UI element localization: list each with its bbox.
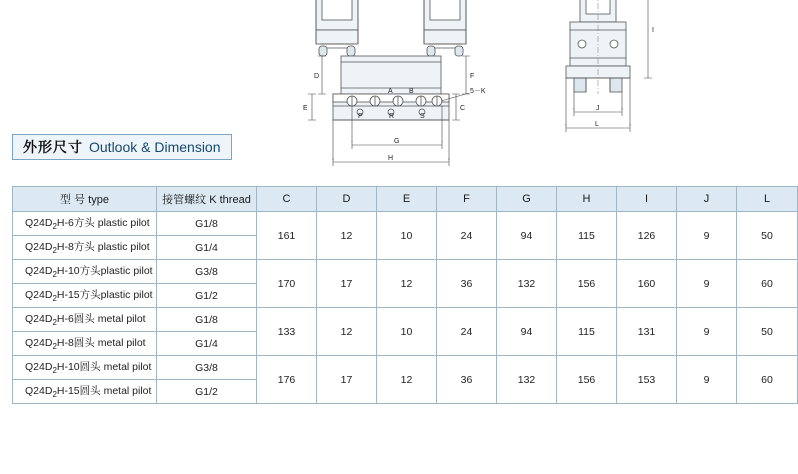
dim-D: D (314, 73, 320, 80)
cell-model: $Q24D_2H-10$圆头 metal pilot (13, 356, 157, 380)
col-header-I: I (617, 187, 677, 212)
cell-L: 50 (737, 308, 798, 356)
col-header-thread: 接管螺纹 K thread (157, 187, 257, 212)
dimension-table-wrapper (12, 186, 773, 404)
cell-L: 60 (737, 260, 798, 308)
cell-I: 160 (617, 260, 677, 308)
cell-I: 126 (617, 212, 677, 260)
cell-D: 17 (317, 356, 377, 404)
cell-model: $Q24D_2H-10$方头plastic pilot (13, 260, 157, 284)
col-header-D: D (317, 187, 377, 212)
label-5-K: 5－K (470, 88, 486, 95)
col-header-J: J (677, 187, 737, 212)
cell-L: 60 (737, 356, 798, 404)
col-header-L: L (737, 187, 798, 212)
cell-F: 24 (437, 212, 497, 260)
cell-thread: G1/8 (157, 212, 257, 236)
col-header-F: F (437, 187, 497, 212)
table-row (13, 356, 798, 380)
cell-L: 50 (737, 212, 798, 260)
side-view (566, 0, 654, 132)
dim-G: G (394, 138, 400, 145)
cell-F: 36 (437, 356, 497, 404)
cell-G: 132 (497, 260, 557, 308)
cell-G: 132 (497, 356, 557, 404)
dim-J: J (596, 105, 600, 112)
cell-thread: G3/8 (157, 356, 257, 380)
dim-I: I (652, 27, 654, 34)
col-header-C: C (257, 187, 317, 212)
cell-I: 153 (617, 356, 677, 404)
cell-G: 94 (497, 212, 557, 260)
dim-E: E (303, 105, 308, 112)
table-row (13, 308, 798, 332)
section-title-cn: 外形尺寸 (23, 139, 83, 155)
dim-L: L (595, 121, 599, 128)
cell-thread: G1/4 (157, 332, 257, 356)
cell-H: 156 (557, 260, 617, 308)
cell-model: $Q24D_2H-15$圆头 metal pilot (13, 380, 157, 404)
cell-C: 176 (257, 356, 317, 404)
cell-model: $Q24D_2H-6$圆头 metal pilot (13, 308, 157, 332)
cell-F: 24 (437, 308, 497, 356)
col-header-type: 型 号 type (13, 187, 157, 212)
cell-G: 94 (497, 308, 557, 356)
dim-H: H (388, 155, 394, 162)
table-header-row (13, 187, 798, 212)
label-B: B (409, 88, 414, 95)
cell-D: 12 (317, 212, 377, 260)
cell-E: 10 (377, 212, 437, 260)
cell-model: $Q24D_2H-15$方头plastic pilot (13, 284, 157, 308)
cell-D: 12 (317, 308, 377, 356)
dimension-table (12, 186, 798, 404)
cell-J: 9 (677, 212, 737, 260)
cell-thread: G1/4 (157, 236, 257, 260)
front-view (303, 0, 486, 166)
cell-thread: G1/2 (157, 380, 257, 404)
label-R: R (389, 113, 395, 120)
label-A: A (388, 88, 393, 95)
cell-E: 10 (377, 308, 437, 356)
cell-thread: G3/8 (157, 260, 257, 284)
col-header-G: G (497, 187, 557, 212)
cell-C: 161 (257, 212, 317, 260)
cell-D: 17 (317, 260, 377, 308)
table-row (13, 212, 798, 236)
cell-H: 115 (557, 212, 617, 260)
cell-E: 12 (377, 260, 437, 308)
section-title-en: Outlook & Dimension (89, 139, 221, 155)
cell-thread: G1/2 (157, 284, 257, 308)
label-S: S (420, 113, 425, 120)
table-row (13, 260, 798, 284)
dim-C: C (460, 105, 466, 112)
label-P: P (358, 113, 363, 120)
dim-F: F (470, 73, 475, 80)
col-header-H: H (557, 187, 617, 212)
cell-thread: G1/8 (157, 308, 257, 332)
cell-H: 156 (557, 356, 617, 404)
cell-F: 36 (437, 260, 497, 308)
cell-model: $Q24D_2H-6$方头 plastic pilot (13, 212, 157, 236)
cell-I: 131 (617, 308, 677, 356)
cell-E: 12 (377, 356, 437, 404)
cell-H: 115 (557, 308, 617, 356)
cell-J: 9 (677, 260, 737, 308)
cell-J: 9 (677, 308, 737, 356)
section-title-banner (12, 134, 232, 160)
cell-model: $Q24D_2H-8$圆头 metal pilot (13, 332, 157, 356)
table-body (13, 212, 798, 404)
cell-J: 9 (677, 356, 737, 404)
cell-C: 170 (257, 260, 317, 308)
cell-model: $Q24D_2H-8$方头 plastic pilot (13, 236, 157, 260)
cell-C: 133 (257, 308, 317, 356)
col-header-E: E (377, 187, 437, 212)
